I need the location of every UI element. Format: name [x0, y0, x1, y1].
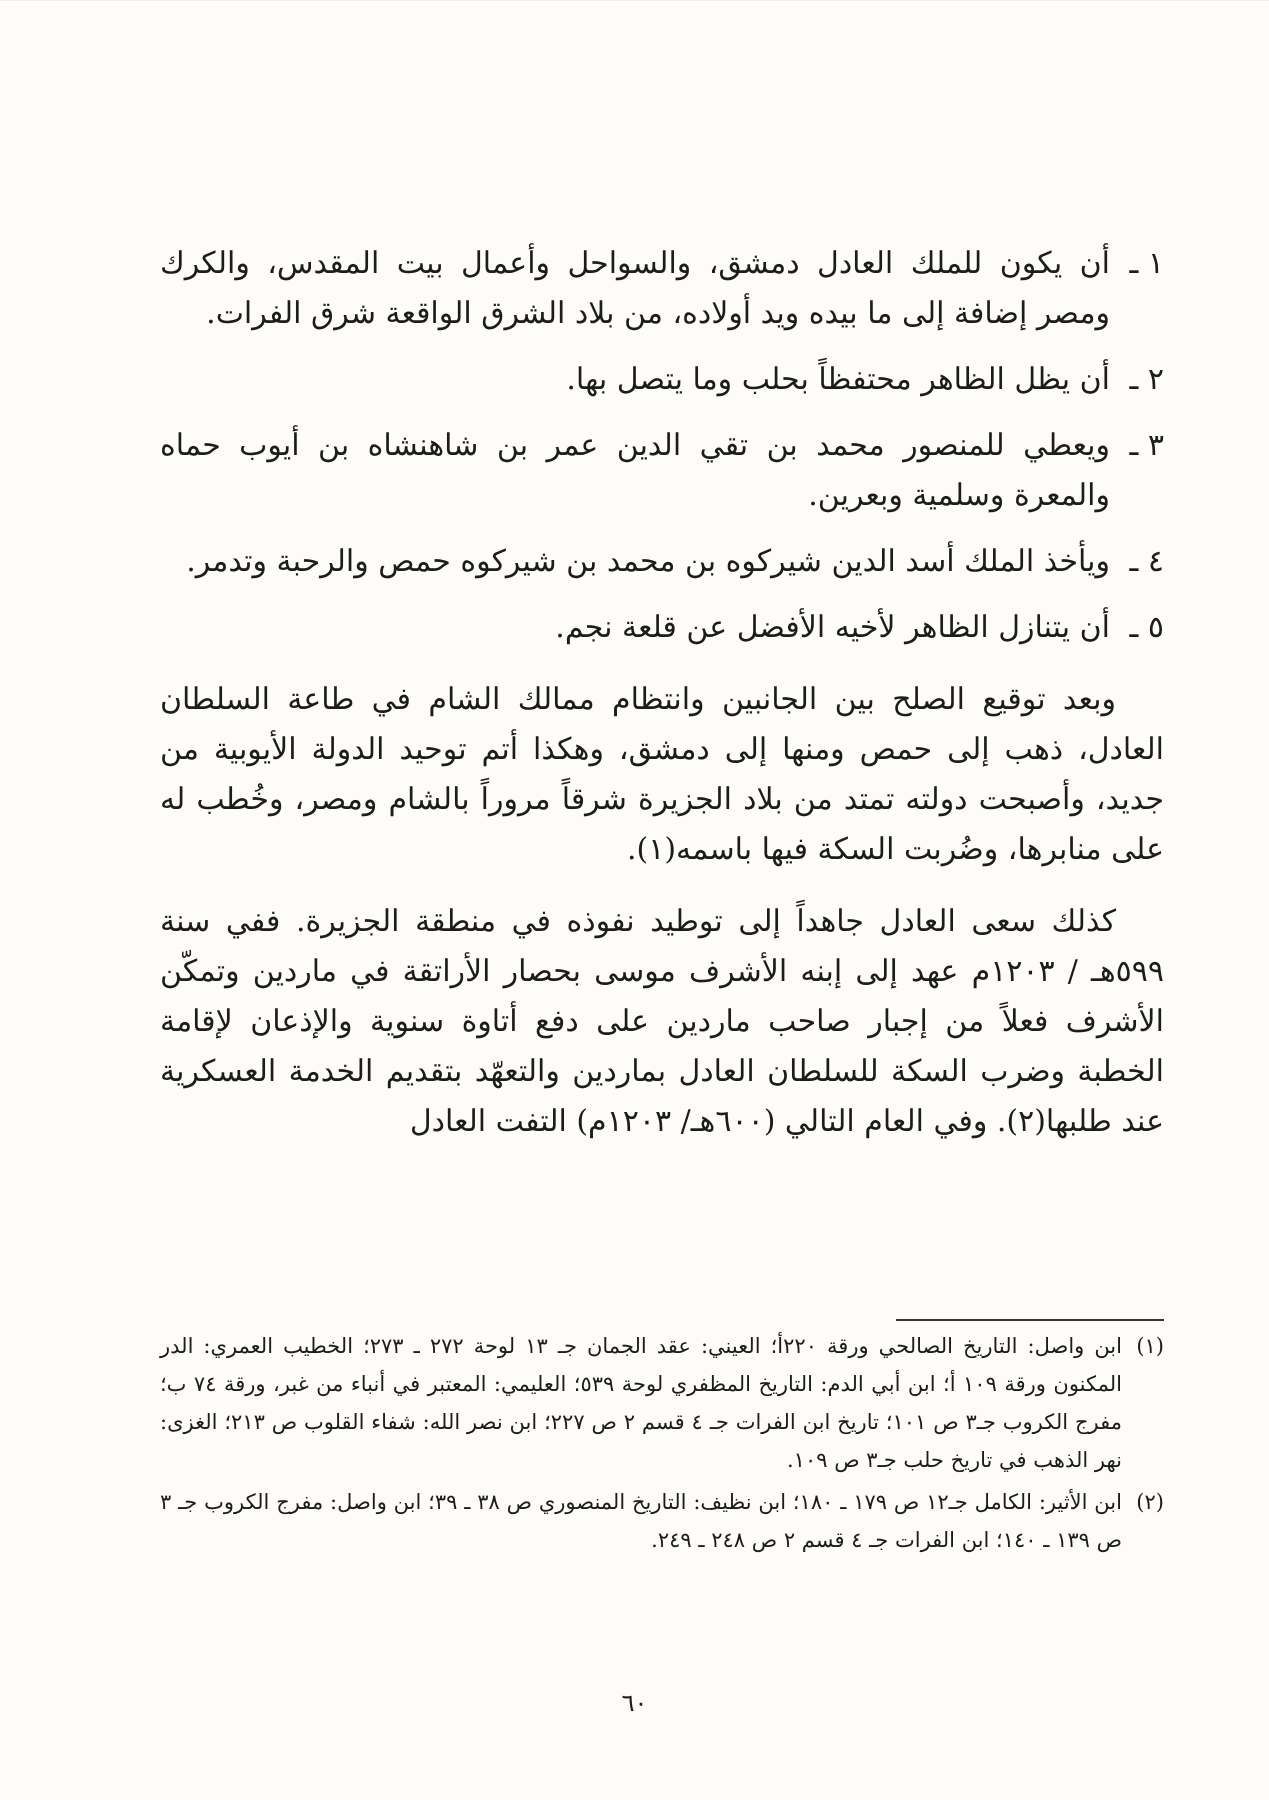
main-text	[160, 239, 1164, 1147]
item-text: أن يكون للملك العادل دمشق، والسواحل وأعمال بيت المقدس، والكرك ومصر إضافة إلى ما بيده ويد أولاده، من بلاد الشرق الواقعة شرق الفرات.	[160, 246, 1110, 331]
footnote-number: (٢)	[1136, 1490, 1164, 1514]
list-item	[160, 603, 1164, 653]
list-item	[160, 239, 1164, 339]
footnote-divider	[896, 1319, 1164, 1321]
item-number: ٣ ـ	[1129, 428, 1164, 463]
footnote-text: ابن واصل: التاريخ الصالحي ورقة ٢٢٠أ؛ العيني: عقد الجمان جـ ١٣ لوحة ٢٧٢ ـ ٢٧٣؛ الخطيب العمري: الدر المكنون ورقة ١٠٩ أ؛ ابن أبي الدم: التاريخ المظفري لوحة ٥٣٩؛ العليمي: المعتبر في أنباء من غبر، ورقة ٧٤ ب؛ مفرج الكروب جـ٣ ص ١٠١؛ تاريخ ابن الفرات جـ ٤ قسم ٢ ص ٢٢٧؛ ابن نصر الله: شفاء القلوب ص ٢١٣؛ الغزى: نهر الذهب في تاريخ حلب جـ٣ ص ١٠٩.	[160, 1334, 1122, 1472]
footnote-text: ابن الأثير: الكامل جـ١٢ ص ١٧٩ ـ ١٨٠؛ ابن نظيف: التاريخ المنصوري ص ٣٨ ـ ٣٩؛ ابن واصل: مفرج الكروب جـ ٣ ص ١٣٩ ـ ١٤٠؛ ابن الفرات جـ ٤ قسم ٢ ص ٢٤٨ ـ ٢٤٩.	[160, 1490, 1122, 1552]
item-text: ويأخذ الملك أسد الدين شيركوه بن محمد بن شيركوه حمص والرحبة وتدمر.	[186, 544, 1110, 579]
item-number: ٥ ـ	[1129, 610, 1164, 645]
footnotes	[160, 1327, 1164, 1563]
footnote	[160, 1327, 1164, 1479]
item-number: ٤ ـ	[1129, 544, 1164, 579]
item-text: ويعطي للمنصور محمد بن تقي الدين عمر بن شاهنشاه بن أيوب حماه والمعرة وسلمية وبعرين.	[160, 428, 1110, 513]
footnote-number: (١)	[1136, 1334, 1164, 1358]
page-number: ٦٠	[621, 1689, 648, 1717]
item-number: ٢ ـ	[1129, 362, 1164, 397]
list-item	[160, 537, 1164, 587]
footnote	[160, 1483, 1164, 1559]
item-text: أن يظل الظاهر محتفظاً بحلب وما يتصل بها.	[566, 362, 1110, 397]
body-paragraph: وبعد توقيع الصلح بين الجانبين وانتظام ممالك الشام في طاعة السلطان العادل، ذهب إلى حمص ومنها إلى دمشق، وهكذا أتم توحيد الدولة الأيوبية من جديد، وأصبحت دولته تمتد من بلاد الجزيرة شرقاً مروراً بالشام ومصر، وخُطب له على منابرها، وضُربت السكة فيها باسمه(١).	[160, 682, 1164, 867]
item-number: ١ ـ	[1129, 246, 1164, 281]
body-paragraph: كذلك سعى العادل جاهداً إلى توطيد نفوذه في منطقة الجزيرة. ففي سنة ٥٩٩هـ / ١٢٠٣م عهد إلى إبنه الأشرف موسى بحصار الأراتقة في ماردين وتمكّن الأشرف فعلاً من إجبار صاحب ماردين على دفع أتاوة سنوية والإذعان لإقامة الخطبة وضرب السكة للسلطان العادل بماردين والتعهّد بتقديم الخدمة العسكرية عند طلبها(٢). وفي العام التالي (٦٠٠هـ/ ١٢٠٣م) التفت العادل	[160, 904, 1164, 1139]
item-text: أن يتنازل الظاهر لأخيه الأفضل عن قلعة نجم.	[555, 610, 1110, 645]
list-item	[160, 355, 1164, 405]
list-item	[160, 421, 1164, 521]
